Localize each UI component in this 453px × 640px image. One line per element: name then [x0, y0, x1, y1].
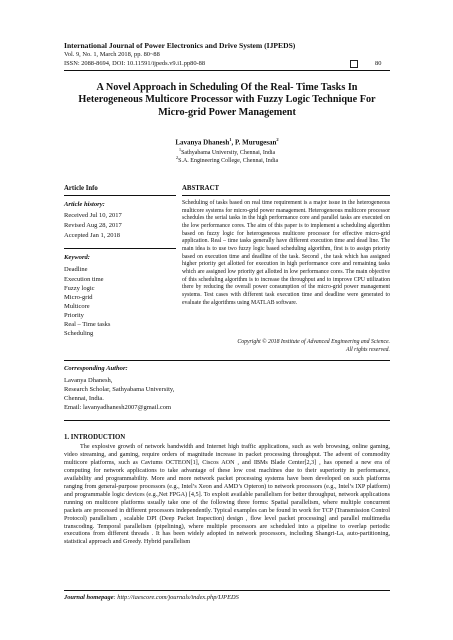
volume-info: Vol. 9, No. 1, March 2018, pp. 80~88: [64, 51, 160, 58]
abstract-rule: [182, 195, 390, 196]
author-line: [64, 137, 390, 146]
homepage-url[interactable]: : http://iaescore.com/journals/index.php/IJPEDS: [113, 594, 239, 601]
info-divider: [64, 248, 176, 249]
abstract-heading: ABSTRACT: [182, 185, 220, 192]
footer-rule: [64, 590, 390, 591]
history-heading: Article history:: [64, 201, 105, 208]
introduction-heading: 1. INTRODUCTION: [64, 434, 126, 441]
history-received: Received Jul 10, 2017: [64, 212, 122, 219]
author-1-mark: 1: [229, 137, 232, 142]
affiliation-2: [64, 155, 390, 164]
affiliation-mark: 2: [175, 155, 179, 160]
keyword-item: Scheduling: [64, 330, 94, 337]
copyright-line: Copyright © 2018 Institute of Advanced Engineering and Science.: [237, 339, 390, 345]
author-separator: ,: [231, 138, 236, 147]
info-bottom-rule: [64, 360, 390, 361]
history-revised: Revised Aug 28, 2017: [64, 222, 122, 229]
header-rule: [64, 70, 390, 71]
affiliation-text: S.A. Engineering College, Chennai, India: [178, 158, 279, 164]
journal-name: International Journal of Power Electronics and Drive System (IJPEDS): [64, 41, 296, 50]
introduction-body: The explosive growth of network bandwidth and Internet high traffic applications, such as web browsing, online gaming, video streaming, and gaming, require orders of magnitude increase in packet processing throughput. The advent of commodity multicore platforms, such as Caviums OCTEON[1], Ciscos AON , and IBMs Blade Center[2,3] , has opened a new era of computing for network applications to take advantage of these low cost machines due to their superiority in performance, availability and programmability. More and more network packet processing systems have been developed on such platforms ranging from general-purpose processors (e.g., Intel’s Xeon and AMD’s Opteron) to network processors (e.g., Intel’s IXP platform) and programmable logic devices (e.g.,Net FPGA) [4,5]. To exploit available parallelism for better throughput, network applications running on multicore platforms usually take one of the following three forms: Spatial parallelism, where multiple concurrent packets are processed in different processors independently. Typical examples can be found in work for TCP (Transmission Control Protocol) parallelism , scalable DPI (Deep Packet Inspection) design , flow level packet processing] and parallel multimedia transcoding. Temporal parallelism (pipelining), where multiple processors are scheduled into a pipeline to overlap periodic executions from different threads . It has been widely adopted in network processors, including Shangri-La, auto-partitioning, statistical approach and Greedy. Hybrid parallelism: [64, 444, 390, 546]
corresponding-location: Chennai, India.: [64, 395, 104, 402]
history-accepted: Accepted Jan 1, 2018: [64, 232, 120, 239]
keyword-item: Real – Time tasks: [64, 321, 111, 328]
author-1: Lavanya Dhanesh: [175, 138, 230, 147]
corresponding-email: Email: lavanyadhanesh2007@gmail.com: [64, 404, 172, 411]
keyword-item: Deadline: [64, 266, 88, 273]
page-number: 80: [375, 60, 382, 67]
homepage-label: Journal homepage: [64, 594, 114, 601]
keyword-item: Micro-grid: [64, 294, 93, 301]
keyword-item: Multicore: [64, 303, 90, 310]
keyword-heading: Keyword:: [64, 254, 91, 261]
info-rule: [64, 195, 176, 196]
issn-doi: ISSN: 2088-8694, DOI: 10.11591/ijpeds.v9.i1.pp80-88: [64, 60, 206, 67]
copyright-notice: [182, 339, 390, 354]
abstract-body: Scheduling of tasks based on real time requirement is a major issue in the heterogeneous multicore systems for micro-grid power management. Heterogeneous multicore processor schedules the serial tasks in the high performance core and parallel tasks are executed on the low performance cores. The aim of this paper is to implement a scheduling algorithm based on fuzzy logic for heterogeneous multicore processor for effective micro-grid application. Real – time tasks generally have different execution time and dead line. The main idea is to use two fuzzy logic based scheduling algorithm, first is to assign priority based on execution time and deadline of the task. Second , the task which has assigned higher priority get allotted for execution in high performance core and remaining tasks which are assigned low priority get allotted in low performance cores. The main objective of this scheduling algorithm is to increase the throughput and to improve CPU utilization there by reducing the overall power consumption of the micro-grid power management systems. Test cases with different task execution time and deadline were generated to evaluate the algorithms using MATLAB software.: [182, 200, 390, 306]
page-box-icon: [350, 60, 358, 68]
affiliation-mark: 1: [178, 147, 182, 152]
keyword-item: Priority: [64, 312, 84, 319]
paper-title: A Novel Approach in Scheduling Of the Real- Time Tasks In Heterogeneous Multicore Processor with Fuzzy Logic Technique For Micro-grid Power Management: [78, 82, 376, 118]
corresponding-heading: Corresponding Author:: [64, 365, 128, 372]
journal-homepage: [64, 594, 239, 601]
affiliation-text: Sathyabama University, Chennai, India: [181, 150, 276, 156]
corresponding-role: Research Scholar, Sathyabama University,: [64, 386, 175, 393]
author-2: P. Murugesan: [235, 138, 277, 147]
author-2-mark: 2: [276, 137, 279, 142]
article-info-heading: Article Info: [64, 185, 98, 192]
corresponding-name: Lavanya Dhanesh,: [64, 377, 113, 384]
keyword-item: Execution time: [64, 276, 104, 283]
keyword-item: Fuzzy logic: [64, 285, 95, 292]
corresponding-rule: [64, 420, 390, 421]
rights-line: All rights reserved.: [345, 346, 390, 353]
